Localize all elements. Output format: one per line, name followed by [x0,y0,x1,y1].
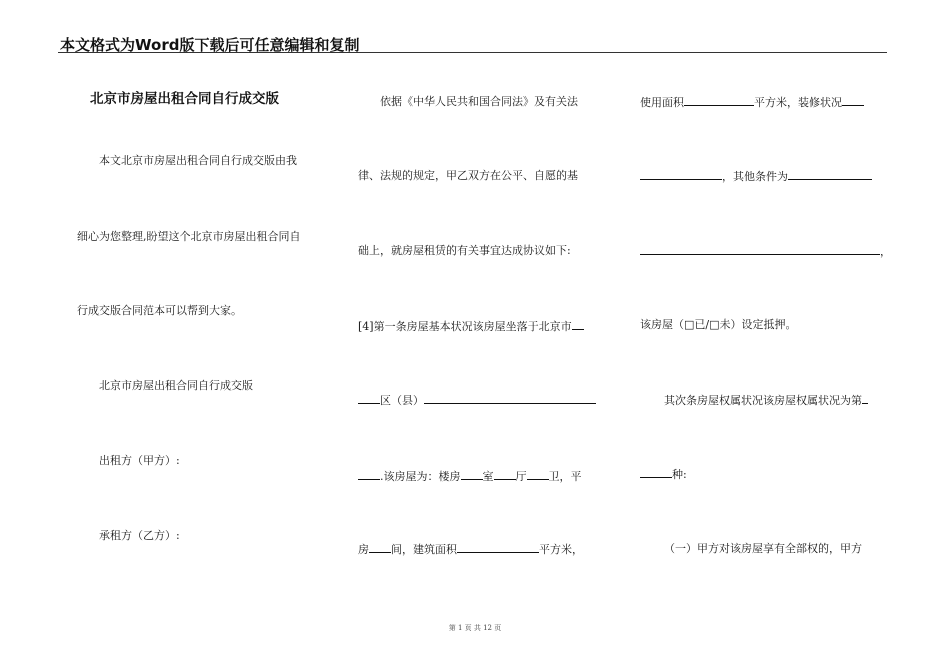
area-label: 间，建筑面积 [391,543,457,556]
blank-field [684,95,754,106]
blank-field [842,95,864,106]
blank-field [457,542,539,553]
intro-line-2: 细心为您整理,盼望这个北京市房屋出租合同自 [77,230,301,243]
district-label: 区（县） [380,394,424,407]
col3-line-3 [640,244,891,259]
col3-line-1 [640,95,864,110]
comma-text: ， [880,245,891,258]
bath-label: 卫，平 [548,470,582,483]
sqm-label: 平方米， [539,543,583,556]
blank-field [640,467,672,478]
house-type-label: .该房屋为：楼房 [380,470,461,483]
col3-line-4: 该房屋（□已/□未）设定抵押。 [640,318,797,331]
column-3 [640,0,891,672]
blank-field [358,393,380,404]
blank-field [369,542,391,553]
col2-line-6 [358,469,582,484]
other-conditions-label: ，其他条件为 [722,170,788,183]
document-title: 北京市房屋出租合同自行成交版 [90,91,279,107]
room-label: 室 [482,470,494,483]
hall-label: 厅 [515,470,527,483]
bungalow-label: 房 [358,543,369,556]
col2-line-1: 依据《中华人民共和国合同法》及有关法 [380,95,578,108]
blank-field [494,469,516,480]
blank-field [640,169,722,180]
blank-field [461,469,483,480]
page-header: 本文格式为Word版下载后可任意编辑和复制 [60,36,360,54]
col2-line-5 [358,393,596,408]
column-2 [358,0,603,672]
blank-field [862,393,868,404]
subtitle: 北京市房屋出租合同自行成交版 [99,379,253,392]
col2-line-3: 础上，就房屋租赁的有关事宜达成协议如下: [358,244,571,257]
intro-line-3: 行成交版合同范本可以帮到大家。 [77,304,242,317]
col3-line-6 [640,467,687,482]
decoration-label: 平方米，装修状况 [754,96,842,109]
blank-field [788,169,872,180]
column-1 [75,0,325,672]
col2-line-2: 律、法规的规定，甲乙双方在公平、自愿的基 [358,169,578,182]
page-footer: 第 1 页 共 12 页 [448,624,502,632]
lessor-label: 出租方（甲方）: [99,454,180,467]
blank-field [424,393,596,404]
intro-line-1: 本文北京市房屋出租合同自行成交版由我 [99,154,297,167]
col3-line-5 [664,393,868,408]
blank-field [527,469,549,480]
lessee-label: 承租方（乙方）: [99,529,180,542]
col3-line-7: （一）甲方对该房屋享有全部权的，甲方 [664,542,862,555]
col3-line-2 [640,169,872,184]
col2-line-7 [358,542,583,557]
article-2-text: 其次条房屋权属状况该房屋权属状况为第 [664,394,862,407]
blank-field [572,319,584,330]
blank-field [358,469,380,480]
blank-field [640,244,880,255]
col2-line-4 [358,319,584,334]
article-1-text: [4]第一条房屋基本状况该房屋坐落于北京市 [358,320,572,333]
kind-label: 种: [672,468,687,481]
usable-area-label: 使用面积 [640,96,684,109]
